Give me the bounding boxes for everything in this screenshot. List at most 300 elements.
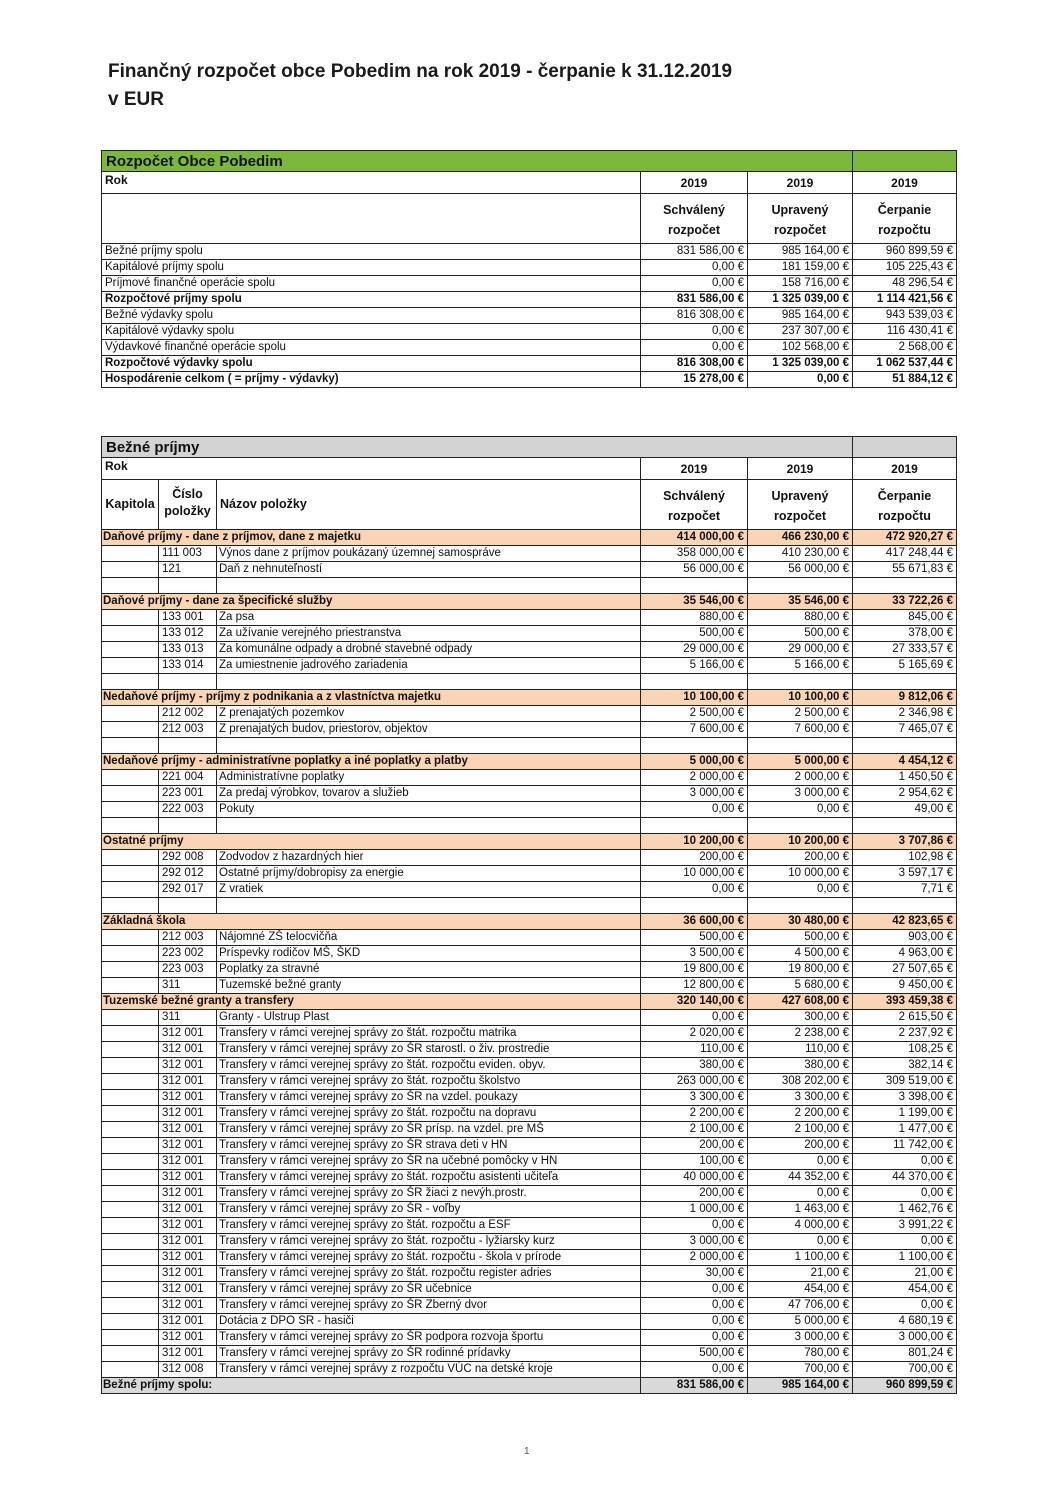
summary-row-label: Kapitálové príjmy spolu bbox=[105, 261, 224, 273]
summary-row-label: Príjmové finančné operácie spolu bbox=[105, 277, 276, 289]
blank-cell bbox=[216, 674, 640, 689]
value-upraveny: 985 164,00 € bbox=[747, 1378, 852, 1393]
value-cerpanie: 1 462,76 € bbox=[852, 1202, 956, 1217]
item-code: 133 012 bbox=[158, 626, 216, 641]
value-cerpanie: 2 568,00 € bbox=[852, 340, 956, 355]
item-row bbox=[101, 1250, 957, 1266]
blank-cell bbox=[216, 578, 640, 593]
item-row bbox=[101, 930, 957, 946]
kapitola-cell bbox=[102, 1154, 158, 1169]
value-schvaleny: 10 100,00 € bbox=[640, 690, 747, 705]
blank-cell bbox=[102, 674, 158, 689]
item-code: 212 002 bbox=[158, 706, 216, 721]
item-label: Zodvodov z hazardných hier bbox=[216, 850, 640, 865]
value-schvaleny: 3 500,00 € bbox=[640, 946, 747, 961]
value-upraveny: 3 000,00 € bbox=[747, 786, 852, 801]
blank-cell bbox=[102, 738, 158, 753]
item-label: Za komunálne odpady a drobné stavebné odpady bbox=[216, 642, 640, 657]
item-row bbox=[101, 946, 957, 962]
value-upraveny: 2 100,00 € bbox=[747, 1122, 852, 1137]
value-upraveny: 44 352,00 € bbox=[747, 1170, 852, 1185]
item-label: Transfery v rámci verejnej správy zo ŠR učebnice bbox=[216, 1282, 640, 1297]
value-cerpanie: 105 225,43 € bbox=[852, 260, 956, 275]
category-label: Ostatné príjmy bbox=[103, 835, 184, 847]
kapitola-cell bbox=[102, 786, 158, 801]
bezne-rows bbox=[101, 530, 957, 1394]
blank-cell bbox=[102, 898, 158, 913]
summary-row bbox=[101, 260, 957, 276]
blank-cell bbox=[640, 818, 747, 833]
item-label: Transfery v rámci verejnej správy zo štát. rozpočtu asistenti učiteľa bbox=[216, 1170, 640, 1185]
blank-cell bbox=[158, 674, 216, 689]
item-row bbox=[101, 1362, 957, 1378]
value-upraveny: 200,00 € bbox=[747, 1138, 852, 1153]
value-upraveny: 110,00 € bbox=[747, 1042, 852, 1057]
value-schvaleny: 0,00 € bbox=[640, 1314, 747, 1329]
kapitola-cell bbox=[102, 1138, 158, 1153]
item-label: Transfery v rámci verejnej správy zo štát. rozpočtu matrika bbox=[216, 1026, 640, 1041]
item-row bbox=[101, 658, 957, 674]
item-code: 312 008 bbox=[158, 1362, 216, 1377]
kapitola-cell bbox=[102, 802, 158, 817]
value-schvaleny: 35 546,00 € bbox=[640, 594, 747, 609]
value-cerpanie: 3 398,00 € bbox=[852, 1090, 956, 1105]
category-row bbox=[101, 914, 957, 930]
value-cerpanie: 102,98 € bbox=[852, 850, 956, 865]
value-upraveny: 985 164,00 € bbox=[747, 244, 852, 259]
summary-column-headers bbox=[101, 194, 957, 244]
value-upraveny: 0,00 € bbox=[747, 1234, 852, 1249]
value-schvaleny: 5 000,00 € bbox=[640, 754, 747, 769]
value-upraveny: 10 100,00 € bbox=[747, 690, 852, 705]
value-upraveny: 237 307,00 € bbox=[747, 324, 852, 339]
value-schvaleny: 0,00 € bbox=[640, 1362, 747, 1377]
value-upraveny: 1 325 039,00 € bbox=[747, 356, 852, 371]
item-label: Ostatné príjmy/dobropisy za energie bbox=[216, 866, 640, 881]
rok-label: Rok bbox=[105, 173, 128, 187]
kapitola-cell bbox=[102, 546, 158, 561]
category-label: Daňové príjmy - dane za špecifické služby bbox=[103, 595, 333, 607]
item-row bbox=[101, 1138, 957, 1154]
item-label: Tuzemské bežné granty bbox=[216, 978, 640, 993]
item-code: 312 001 bbox=[158, 1266, 216, 1281]
value-upraveny: 427 608,00 € bbox=[747, 994, 852, 1009]
value-cerpanie: 1 199,00 € bbox=[852, 1106, 956, 1121]
value-upraveny: 500,00 € bbox=[747, 626, 852, 641]
value-schvaleny: 831 586,00 € bbox=[640, 292, 747, 307]
value-schvaleny: 12 800,00 € bbox=[640, 978, 747, 993]
value-cerpanie: 11 742,00 € bbox=[852, 1138, 956, 1153]
value-cerpanie: 9 812,06 € bbox=[852, 690, 956, 705]
value-schvaleny: 2 020,00 € bbox=[640, 1026, 747, 1041]
summary-label-header bbox=[102, 194, 640, 243]
value-cerpanie: 108,25 € bbox=[852, 1042, 956, 1057]
item-label: Transfery v rámci verejnej správy zo štát. rozpočtu - lyžiarsky kurz bbox=[216, 1234, 640, 1249]
blank-cell bbox=[747, 898, 852, 913]
blank-cell bbox=[102, 818, 158, 833]
item-row bbox=[101, 722, 957, 738]
value-upraveny: 2 200,00 € bbox=[747, 1106, 852, 1121]
col-upraveny: Upravený rozpočet bbox=[747, 480, 852, 529]
value-upraveny: 500,00 € bbox=[747, 930, 852, 945]
year-1: 2019 bbox=[640, 458, 747, 479]
item-label: Transfery v rámci verejnej správy zo ŠR na vzdel. poukazy bbox=[216, 1090, 640, 1105]
blank-row bbox=[101, 674, 957, 690]
category-row bbox=[101, 834, 957, 850]
category-row bbox=[101, 690, 957, 706]
kapitola-cell bbox=[102, 930, 158, 945]
value-schvaleny: 816 308,00 € bbox=[640, 356, 747, 371]
item-row bbox=[101, 882, 957, 898]
value-schvaleny: 0,00 € bbox=[640, 802, 747, 817]
kapitola-cell bbox=[102, 866, 158, 881]
blank-cell bbox=[216, 898, 640, 913]
item-label: Transfery v rámci verejnej správy z rozpočtu VÚC na detské kroje bbox=[216, 1362, 640, 1377]
summary-row-label: Výdavkové finančné operácie spolu bbox=[105, 341, 286, 353]
value-schvaleny: 100,00 € bbox=[640, 1154, 747, 1169]
value-cerpanie: 4 454,12 € bbox=[852, 754, 956, 769]
value-cerpanie: 393 459,38 € bbox=[852, 994, 956, 1009]
kapitola-cell bbox=[102, 1250, 158, 1265]
kapitola-cell bbox=[102, 1010, 158, 1025]
value-upraveny: 410 230,00 € bbox=[747, 546, 852, 561]
value-upraveny: 3 000,00 € bbox=[747, 1330, 852, 1345]
kapitola-cell bbox=[102, 1202, 158, 1217]
item-code: 312 001 bbox=[158, 1202, 216, 1217]
value-cerpanie: 1 100,00 € bbox=[852, 1250, 956, 1265]
item-code: 312 001 bbox=[158, 1090, 216, 1105]
item-row bbox=[101, 1090, 957, 1106]
item-code: 312 001 bbox=[158, 1346, 216, 1361]
summary-heading-bar bbox=[101, 150, 957, 172]
item-row bbox=[101, 610, 957, 626]
item-label: Transfery v rámci verejnej správy zo štát. rozpočtu školstvo bbox=[216, 1074, 640, 1089]
value-cerpanie: 960 899,59 € bbox=[852, 1378, 956, 1393]
value-cerpanie: 2 346,98 € bbox=[852, 706, 956, 721]
value-cerpanie: 801,24 € bbox=[852, 1346, 956, 1361]
kapitola-cell bbox=[102, 626, 158, 641]
blank-cell bbox=[852, 898, 956, 913]
kapitola-cell bbox=[102, 706, 158, 721]
item-code: 212 003 bbox=[158, 930, 216, 945]
blank-cell bbox=[852, 578, 956, 593]
item-row bbox=[101, 1074, 957, 1090]
page-title bbox=[108, 58, 732, 114]
value-cerpanie: 4 963,00 € bbox=[852, 946, 956, 961]
value-cerpanie: 44 370,00 € bbox=[852, 1170, 956, 1185]
kapitola-cell bbox=[102, 962, 158, 977]
blank-cell bbox=[158, 898, 216, 913]
blank-cell bbox=[852, 674, 956, 689]
kapitola-cell bbox=[102, 1186, 158, 1201]
rok-label: Rok bbox=[105, 459, 128, 473]
item-row bbox=[101, 850, 957, 866]
item-code: 311 bbox=[158, 978, 216, 993]
blank-cell bbox=[747, 578, 852, 593]
item-row bbox=[101, 962, 957, 978]
value-schvaleny: 2 100,00 € bbox=[640, 1122, 747, 1137]
item-row bbox=[101, 1106, 957, 1122]
value-cerpanie: 378,00 € bbox=[852, 626, 956, 641]
kapitola-cell bbox=[102, 1042, 158, 1057]
value-cerpanie: 309 519,00 € bbox=[852, 1074, 956, 1089]
kapitola-cell bbox=[102, 1282, 158, 1297]
item-label: Daň z nehnuteľností bbox=[216, 562, 640, 577]
value-cerpanie: 27 333,57 € bbox=[852, 642, 956, 657]
value-schvaleny: 500,00 € bbox=[640, 626, 747, 641]
kapitola-cell bbox=[102, 978, 158, 993]
item-code: 223 002 bbox=[158, 946, 216, 961]
item-row bbox=[101, 1042, 957, 1058]
summary-row bbox=[101, 324, 957, 340]
value-schvaleny: 2 000,00 € bbox=[640, 770, 747, 785]
value-upraveny: 21,00 € bbox=[747, 1266, 852, 1281]
kapitola-cell bbox=[102, 1026, 158, 1041]
item-code: 133 014 bbox=[158, 658, 216, 673]
item-row bbox=[101, 1346, 957, 1362]
item-code: 312 001 bbox=[158, 1314, 216, 1329]
item-label: Transfery v rámci verejnej správy zo ŠR starostl. o živ. prostredie bbox=[216, 1042, 640, 1057]
value-cerpanie: 1 114 421,56 € bbox=[852, 292, 956, 307]
item-row bbox=[101, 1010, 957, 1026]
item-label: Poplatky za stravné bbox=[216, 962, 640, 977]
value-upraveny: 700,00 € bbox=[747, 1362, 852, 1377]
item-code: 133 013 bbox=[158, 642, 216, 657]
value-schvaleny: 10 000,00 € bbox=[640, 866, 747, 881]
value-upraveny: 5 000,00 € bbox=[747, 1314, 852, 1329]
value-cerpanie: 845,00 € bbox=[852, 610, 956, 625]
value-upraveny: 780,00 € bbox=[747, 1346, 852, 1361]
item-label: Transfery v rámci verejnej správy zo štát. rozpočtu a ESF bbox=[216, 1218, 640, 1233]
blank-row bbox=[101, 738, 957, 754]
value-upraveny: 3 300,00 € bbox=[747, 1090, 852, 1105]
item-code: 312 001 bbox=[158, 1170, 216, 1185]
item-code: 312 001 bbox=[158, 1122, 216, 1137]
value-cerpanie: 943 539,03 € bbox=[852, 308, 956, 323]
value-upraveny: 5 000,00 € bbox=[747, 754, 852, 769]
item-label: Transfery v rámci verejnej správy zo štát. rozpočtu na dopravu bbox=[216, 1106, 640, 1121]
item-label: Transfery v rámci verejnej správy zo ŠR podpora rozvoja športu bbox=[216, 1330, 640, 1345]
value-schvaleny: 3 000,00 € bbox=[640, 1234, 747, 1249]
blank-cell bbox=[747, 818, 852, 833]
blank-cell bbox=[747, 738, 852, 753]
category-label: Základná škola bbox=[103, 915, 186, 927]
value-cerpanie: 49,00 € bbox=[852, 802, 956, 817]
value-cerpanie: 4 680,19 € bbox=[852, 1314, 956, 1329]
value-schvaleny: 56 000,00 € bbox=[640, 562, 747, 577]
value-schvaleny: 2 000,00 € bbox=[640, 1250, 747, 1265]
item-code: 311 bbox=[158, 1010, 216, 1025]
kapitola-cell bbox=[102, 1074, 158, 1089]
kapitola-cell bbox=[102, 1058, 158, 1073]
value-schvaleny: 200,00 € bbox=[640, 1186, 747, 1201]
value-cerpanie: 1 477,00 € bbox=[852, 1122, 956, 1137]
item-code: 292 008 bbox=[158, 850, 216, 865]
summary-table bbox=[101, 150, 957, 388]
value-upraveny: 1 463,00 € bbox=[747, 1202, 852, 1217]
value-schvaleny: 5 166,00 € bbox=[640, 658, 747, 673]
bezne-heading-spacer bbox=[852, 437, 956, 457]
title-line-2: v EUR bbox=[108, 89, 164, 110]
value-upraveny: 300,00 € bbox=[747, 1010, 852, 1025]
item-label: Transfery v rámci verejnej správy zo ŠR rodinné prídavky bbox=[216, 1346, 640, 1361]
value-upraveny: 200,00 € bbox=[747, 850, 852, 865]
kapitola-cell bbox=[102, 658, 158, 673]
value-schvaleny: 0,00 € bbox=[640, 1298, 747, 1313]
summary-row-label: Kapitálové výdavky spolu bbox=[105, 325, 235, 337]
blank-cell bbox=[158, 818, 216, 833]
value-schvaleny: 40 000,00 € bbox=[640, 1170, 747, 1185]
value-schvaleny: 15 278,00 € bbox=[640, 372, 747, 387]
page-number: 1 bbox=[524, 1446, 530, 1457]
value-upraveny: 2 238,00 € bbox=[747, 1026, 852, 1041]
value-schvaleny: 0,00 € bbox=[640, 1282, 747, 1297]
bezne-heading-bar bbox=[101, 436, 957, 458]
item-code: 111 003 bbox=[158, 546, 216, 561]
item-label: Za psa bbox=[216, 610, 640, 625]
blank-cell bbox=[852, 818, 956, 833]
value-cerpanie: 0,00 € bbox=[852, 1298, 956, 1313]
item-row bbox=[101, 866, 957, 882]
col-cerpanie: Čerpanie rozpočtu bbox=[852, 194, 956, 243]
value-cerpanie: 2 954,62 € bbox=[852, 786, 956, 801]
kapitola-cell bbox=[102, 562, 158, 577]
value-schvaleny: 3 300,00 € bbox=[640, 1090, 747, 1105]
value-schvaleny: 380,00 € bbox=[640, 1058, 747, 1073]
value-upraveny: 0,00 € bbox=[747, 882, 852, 897]
item-label: Granty - Ulstrup Plast bbox=[216, 1010, 640, 1025]
item-row bbox=[101, 1218, 957, 1234]
item-code: 312 001 bbox=[158, 1234, 216, 1249]
value-upraveny: 2 000,00 € bbox=[747, 770, 852, 785]
blank-cell bbox=[640, 674, 747, 689]
summary-heading-spacer bbox=[852, 151, 956, 171]
item-label: Transfery v rámci verejnej správy zo ŠR strava deti v HN bbox=[216, 1138, 640, 1153]
value-upraveny: 158 716,00 € bbox=[747, 276, 852, 291]
item-row bbox=[101, 1154, 957, 1170]
value-schvaleny: 0,00 € bbox=[640, 882, 747, 897]
item-code: 212 003 bbox=[158, 722, 216, 737]
summary-row bbox=[101, 340, 957, 356]
value-schvaleny: 320 140,00 € bbox=[640, 994, 747, 1009]
value-upraveny: 19 800,00 € bbox=[747, 962, 852, 977]
blank-cell bbox=[158, 578, 216, 593]
value-upraveny: 102 568,00 € bbox=[747, 340, 852, 355]
item-label: Príspevky rodičov MŠ, ŠKD bbox=[216, 946, 640, 961]
item-code: 221 004 bbox=[158, 770, 216, 785]
item-code: 121 bbox=[158, 562, 216, 577]
item-row bbox=[101, 706, 957, 722]
summary-year-row bbox=[101, 172, 957, 194]
item-row bbox=[101, 786, 957, 802]
summary-row bbox=[101, 244, 957, 260]
category-label: Daňové príjmy - dane z príjmov, dane z majetku bbox=[103, 531, 361, 543]
category-row bbox=[101, 994, 957, 1010]
value-upraveny: 0,00 € bbox=[747, 372, 852, 387]
item-label: Transfery v rámci verejnej správy zo ŠR prísp. na vzdel. pre MŠ bbox=[216, 1122, 640, 1137]
value-upraveny: 4 000,00 € bbox=[747, 1218, 852, 1233]
bezne-prijmy-table bbox=[101, 436, 957, 1394]
value-cerpanie: 5 165,69 € bbox=[852, 658, 956, 673]
value-upraveny: 880,00 € bbox=[747, 610, 852, 625]
item-row bbox=[101, 978, 957, 994]
item-code: 312 001 bbox=[158, 1074, 216, 1089]
item-row bbox=[101, 1234, 957, 1250]
value-schvaleny: 7 600,00 € bbox=[640, 722, 747, 737]
kapitola-cell bbox=[102, 1314, 158, 1329]
item-row bbox=[101, 770, 957, 786]
item-label: Transfery v rámci verejnej správy zo štát. rozpočtu register adries bbox=[216, 1266, 640, 1281]
item-label: Z vratiek bbox=[216, 882, 640, 897]
value-upraveny: 0,00 € bbox=[747, 1186, 852, 1201]
col-cislo-polozky: Číslo položky bbox=[158, 480, 216, 529]
value-upraveny: 30 480,00 € bbox=[747, 914, 852, 929]
value-cerpanie: 7,71 € bbox=[852, 882, 956, 897]
item-code: 312 001 bbox=[158, 1154, 216, 1169]
value-cerpanie: 472 920,27 € bbox=[852, 530, 956, 545]
item-label: Za predaj výrobkov, tovarov a služieb bbox=[216, 786, 640, 801]
value-schvaleny: 831 586,00 € bbox=[640, 1378, 747, 1393]
category-row bbox=[101, 530, 957, 546]
kapitola-cell bbox=[102, 1346, 158, 1361]
value-upraveny: 10 200,00 € bbox=[747, 834, 852, 849]
item-row bbox=[101, 1202, 957, 1218]
value-schvaleny: 0,00 € bbox=[640, 276, 747, 291]
value-cerpanie: 51 884,12 € bbox=[852, 372, 956, 387]
item-code: 312 001 bbox=[158, 1026, 216, 1041]
item-code: 312 001 bbox=[158, 1282, 216, 1297]
kapitola-cell bbox=[102, 1298, 158, 1313]
value-schvaleny: 0,00 € bbox=[640, 340, 747, 355]
summary-row bbox=[101, 276, 957, 292]
value-schvaleny: 263 000,00 € bbox=[640, 1074, 747, 1089]
value-upraveny: 181 159,00 € bbox=[747, 260, 852, 275]
item-code: 312 001 bbox=[158, 1218, 216, 1233]
item-code: 292 012 bbox=[158, 866, 216, 881]
value-cerpanie: 9 450,00 € bbox=[852, 978, 956, 993]
item-code: 223 001 bbox=[158, 786, 216, 801]
category-row bbox=[101, 754, 957, 770]
kapitola-cell bbox=[102, 946, 158, 961]
year-3: 2019 bbox=[852, 172, 956, 193]
value-cerpanie: 21,00 € bbox=[852, 1266, 956, 1281]
col-kapitola: Kapitola bbox=[105, 497, 155, 511]
item-row bbox=[101, 1170, 957, 1186]
value-schvaleny: 816 308,00 € bbox=[640, 308, 747, 323]
value-schvaleny: 2 200,00 € bbox=[640, 1106, 747, 1121]
item-code: 312 001 bbox=[158, 1298, 216, 1313]
item-label: Transfery v rámci verejnej správy zo ŠR - voľby bbox=[216, 1202, 640, 1217]
item-code: 312 001 bbox=[158, 1250, 216, 1265]
value-schvaleny: 3 000,00 € bbox=[640, 786, 747, 801]
item-code: 133 001 bbox=[158, 610, 216, 625]
value-schvaleny: 0,00 € bbox=[640, 324, 747, 339]
item-row bbox=[101, 626, 957, 642]
value-cerpanie: 903,00 € bbox=[852, 930, 956, 945]
value-schvaleny: 500,00 € bbox=[640, 930, 747, 945]
item-label: Nájomné ZŠ telocvičňa bbox=[216, 930, 640, 945]
title-line-1: Finančný rozpočet obce Pobedim na rok 2019 - čerpanie k 31.12.2019 bbox=[108, 61, 733, 82]
summary-heading: Rozpočet Obce Pobedim bbox=[106, 153, 283, 170]
item-row bbox=[101, 546, 957, 562]
value-cerpanie: 960 899,59 € bbox=[852, 244, 956, 259]
value-schvaleny: 200,00 € bbox=[640, 1138, 747, 1153]
value-cerpanie: 3 707,86 € bbox=[852, 834, 956, 849]
item-code: 312 001 bbox=[158, 1330, 216, 1345]
category-label: Tuzemské bežné granty a transfery bbox=[103, 995, 294, 1007]
item-row bbox=[101, 1314, 957, 1330]
item-label: Administratívne poplatky bbox=[216, 770, 640, 785]
